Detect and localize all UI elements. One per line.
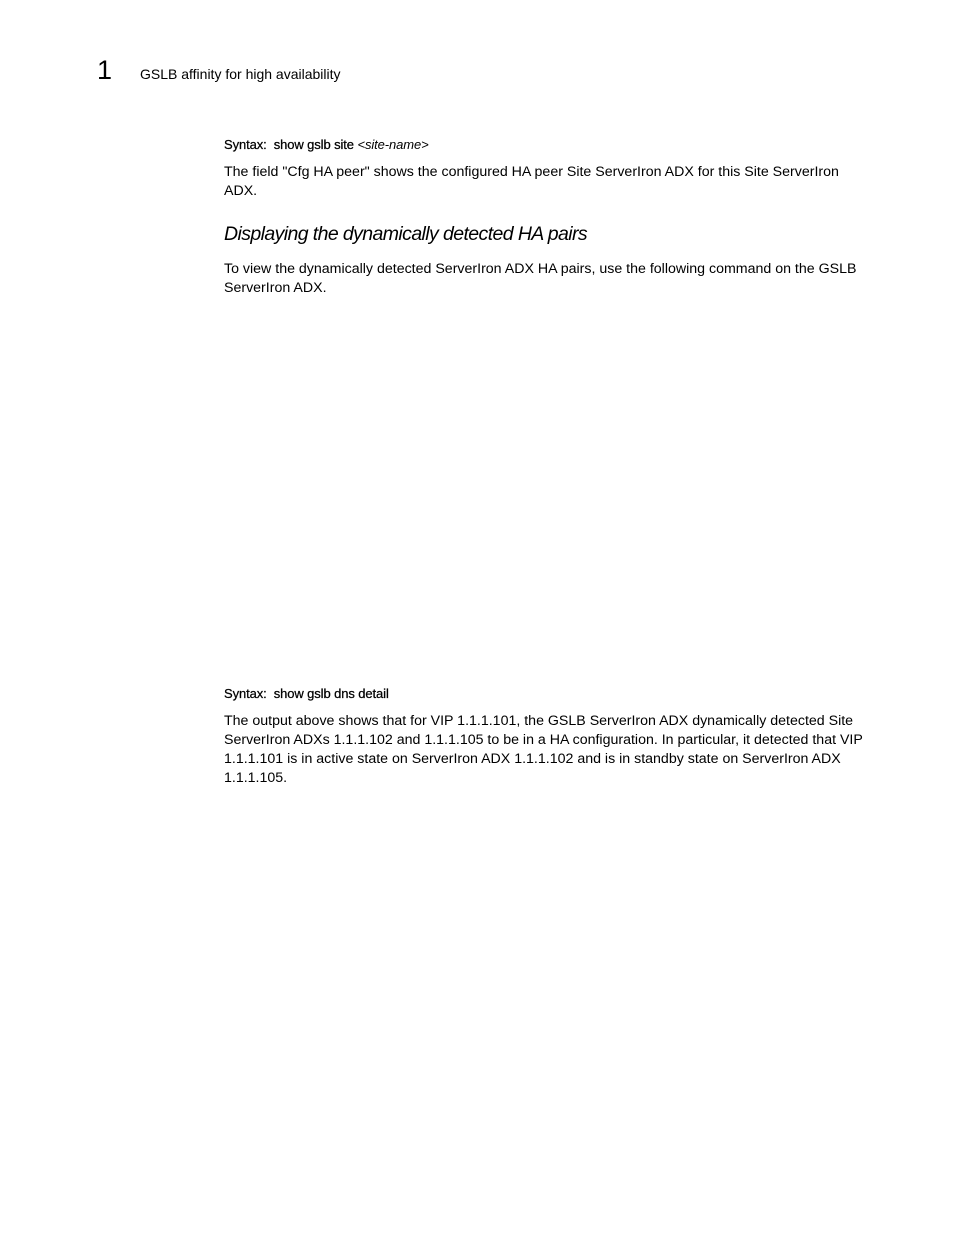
syntax-command: show gslb dns detail: [273, 686, 389, 701]
syntax-command: show gslb site: [273, 137, 354, 152]
syntax-label: Syntax:: [224, 686, 267, 701]
syntax-parameter: <site-name>: [357, 137, 429, 152]
paragraph-cfg-ha-peer: The field "Cfg HA peer" shows the configured HA peer Site ServerIron ADX for this Site ServerIron ADX.: [224, 164, 839, 199]
chapter-number: 1: [97, 55, 113, 85]
paragraph-output-explanation: The output above shows that for VIP 1.1.1.101, the GSLB ServerIron ADX dynamically detected Site ServerIron ADXs 1.1.1.102 and 1.1.1.105 to be in a HA configuration. In particular, it detected that VIP 1.1.1.101 is in active state on ServerIron ADX 1.1.1.102 and is in standby state on ServerIron ADX 1.1.1.105.: [224, 713, 863, 786]
syntax-show-gslb-dns-detail: [224, 685, 389, 702]
syntax-label: Syntax:: [224, 137, 267, 152]
running-header: GSLB affinity for high availability: [140, 66, 341, 82]
paragraph-intro: To view the dynamically detected ServerIron ADX HA pairs, use the following command on the GSLB ServerIron ADX.: [224, 261, 857, 296]
section-heading: Displaying the dynamically detected HA pairs: [224, 223, 588, 245]
syntax-show-gslb-site: [224, 136, 429, 153]
